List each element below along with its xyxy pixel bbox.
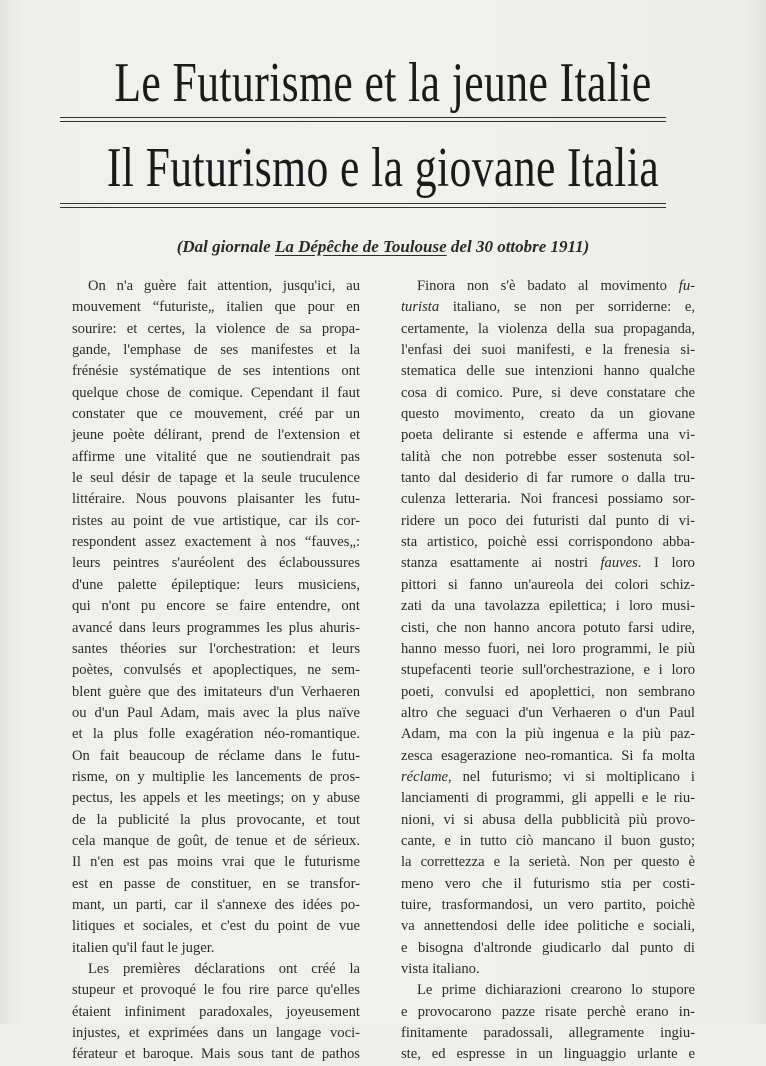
- text-line: [401, 1023, 695, 1044]
- text-line: [72, 1002, 360, 1023]
- text-segment: va annettendosi delle idee politiche e sociali,: [401, 918, 695, 935]
- text-line: [72, 724, 360, 745]
- text-segment: nioni, vi si abusa della pubblicità più provo-: [401, 811, 695, 828]
- text-line: [72, 639, 360, 660]
- text-line: [401, 425, 695, 446]
- text-line: [72, 874, 360, 895]
- text-line: [401, 767, 695, 788]
- text-segment: hanno messo fuori, nei loro programmi, le più: [401, 640, 695, 657]
- text-line: [72, 895, 360, 916]
- text-line: [72, 916, 360, 937]
- text-line: [401, 724, 695, 745]
- text-segment: leurs peintres s'auréolent des éclaboussures: [72, 555, 360, 572]
- text-segment: Il n'en est pas moins vrai que le futurisme: [72, 854, 360, 871]
- text-line: [401, 1002, 695, 1023]
- text-segment: lanciamenti di programmi, gli appelli e le riu-: [401, 790, 695, 807]
- text-segment: respondent assez exactement à nos “fauves„:: [72, 534, 360, 551]
- text-segment: stanza esattamente ai nostri: [401, 555, 601, 572]
- text-line: [72, 276, 360, 297]
- text-segment: italiano, se non per sorriderne: e,: [439, 299, 695, 316]
- text-line: [401, 319, 695, 340]
- text-line: [401, 938, 695, 959]
- text-line: [72, 383, 360, 404]
- text-line: [401, 618, 695, 639]
- text-line: [72, 425, 360, 446]
- text-segment: ste, ed espresse in un linguaggio urlante e: [401, 1046, 695, 1063]
- text-line: [72, 746, 360, 767]
- text-line: [401, 361, 695, 382]
- text-line: [401, 553, 695, 574]
- text-line: [72, 596, 360, 617]
- text-segment: et la plus folle exagération néo-romantique.: [72, 726, 360, 743]
- text-line: [401, 660, 695, 681]
- text-line: [401, 895, 695, 916]
- text-line: [72, 489, 360, 510]
- text-segment: zati da una tavolazza epilettica; i loro musi-: [401, 598, 695, 615]
- text-segment: Finora non s'è badato al movimento: [417, 278, 679, 294]
- text-line: [401, 682, 695, 703]
- text-segment: affirme une vitalité que ne soutiendrait pas: [72, 448, 360, 465]
- text-line: [401, 447, 695, 468]
- text-segment: mouvement “futuriste„ italien que pour en: [72, 299, 360, 316]
- text-segment: talità che non potrebbe esser sostenuta sol-: [401, 448, 695, 465]
- text-line: [72, 959, 360, 980]
- text-line: [72, 361, 360, 382]
- text-segment: stupeur et provoqué le fou rire parce qu'elles: [72, 982, 360, 999]
- text-segment: zesca esagerazione neo-romantica. Si fa molta: [401, 747, 695, 764]
- text-line: [72, 511, 360, 532]
- text-line: [401, 852, 695, 873]
- text-segment: quelque chose de comique. Cependant il faut: [72, 384, 360, 401]
- italian-column: [401, 276, 695, 1066]
- text-line: [72, 404, 360, 425]
- text-segment: ristes au point de vue artistique, car ils cor-: [72, 512, 360, 529]
- text-line: [401, 703, 695, 724]
- french-column: [72, 276, 360, 1066]
- text-line: [72, 682, 360, 703]
- text-line: [401, 1044, 695, 1065]
- text-segment: tuire, trasformandosi, un vero partito, poichè: [401, 896, 695, 913]
- text-segment: Adam, ma con la più ingenua e la più paz-: [401, 726, 695, 743]
- text-line: [401, 511, 695, 532]
- text-line: [401, 489, 695, 510]
- text-segment: d'une palette épileptique: leurs musiciens,: [72, 576, 360, 593]
- text-line: [401, 639, 695, 660]
- text-line: [72, 297, 360, 318]
- text-segment: férateur et baroque. Mais sous tant de pathos: [72, 1046, 360, 1063]
- newspaper-name: La Dépêche de Toulouse: [274, 237, 447, 256]
- text-segment: e bisogna d'altronde giudicarlo dal punto di: [401, 939, 695, 956]
- subtitle-date: del 30 ottobre 1911): [446, 237, 590, 256]
- text-segment: constater que ce mouvement, créé par un: [72, 406, 360, 423]
- text-segment: le seul désir de tapage et la seule truculence: [72, 470, 360, 487]
- text-segment: l'enfasi dei suoi manifesti, e la frenesia si-: [401, 342, 695, 359]
- text-segment: litiques et sociales, et c'est du point de vue: [72, 918, 360, 935]
- text-line: [401, 468, 695, 489]
- text-line: [401, 959, 695, 980]
- text-segment: est en passe de constituer, en se transfor-: [72, 875, 360, 892]
- text-segment: poeti, convulsi ed apoplettici, non sembrano: [401, 683, 695, 700]
- italic-text: fu-: [678, 278, 695, 294]
- text-line: [72, 660, 360, 681]
- text-line: [72, 575, 360, 596]
- text-line: [401, 788, 695, 809]
- text-line: [72, 553, 360, 574]
- text-line: [401, 874, 695, 895]
- text-line: [401, 916, 695, 937]
- italic-text: réclame: [401, 768, 449, 785]
- text-segment: injustes, et exprimées dans un langage voci-: [72, 1025, 360, 1042]
- text-segment: certamente, la violenza della sua propaganda,: [401, 320, 695, 337]
- text-segment: cisti, che non hanno ancora potuto farsi udire,: [401, 619, 695, 636]
- text-segment: altro che seguaci d'un Verhaeren o d'un Paul: [401, 704, 695, 721]
- text-segment: étaient infiniment paradoxales, joyeusement: [72, 1003, 360, 1020]
- text-segment: frénésie systématique de ses intentions ont: [72, 363, 360, 380]
- text-segment: vista italiano.: [401, 961, 480, 977]
- text-line: [401, 297, 695, 318]
- text-line: [401, 980, 695, 1001]
- title-french: Le Futurisme et la jeune Italie: [114, 52, 652, 114]
- text-segment: pittori si fanno un'aureola dei colori schiz-: [401, 576, 695, 593]
- text-line: [72, 831, 360, 852]
- text-line: [401, 532, 695, 553]
- title-rule: [60, 117, 666, 118]
- text-segment: . I loro: [637, 555, 695, 572]
- text-segment: finitamente paradossali, allegramente ingiu-: [401, 1025, 695, 1042]
- text-segment: mant, un parti, car il s'annexe des idées po-: [72, 896, 360, 913]
- text-segment: poètes, convulsés et apoplectiques, ne sem-: [72, 662, 360, 679]
- text-segment: On n'a guère fait attention, jusqu'ici, au: [88, 278, 360, 294]
- subtitle-prefix: (Dal giornale: [176, 237, 275, 256]
- text-line: [72, 852, 360, 873]
- text-line: [401, 746, 695, 767]
- text-segment: italien qu'il faut le juger.: [72, 939, 215, 956]
- text-line: [72, 810, 360, 831]
- text-line: [72, 980, 360, 1001]
- text-segment: blent guère que des imitateurs d'un Verhaeren: [72, 683, 360, 700]
- text-line: [401, 404, 695, 425]
- text-segment: de la publicité la plus provocante, et tout: [72, 811, 360, 828]
- text-line: [72, 447, 360, 468]
- text-line: [401, 810, 695, 831]
- text-segment: jeune poète délirant, prend de l'extension et: [72, 427, 360, 444]
- text-segment: questo movimento, creato da un giovane: [401, 406, 695, 423]
- text-line: [401, 383, 695, 404]
- text-line: [401, 276, 695, 297]
- text-line: [72, 1023, 360, 1044]
- title-rule: [60, 203, 666, 204]
- text-segment: cosa di comico. Pure, si deve constatare che: [401, 384, 695, 401]
- source-subtitle: [0, 237, 766, 257]
- text-segment: risme, on y multiplie les lancements de pros-: [72, 768, 360, 785]
- text-segment: pectus, les appels et les meetings; on y abuse: [72, 790, 360, 807]
- text-line: [401, 340, 695, 361]
- text-segment: Le prime dichiarazioni crearono lo stupore: [417, 982, 695, 999]
- text-segment: littéraire. Nous pouvons plaisanter les futu-: [72, 491, 360, 508]
- text-segment: sourire: et certes, la violence de sa propa-: [72, 320, 360, 337]
- text-line: [401, 831, 695, 852]
- text-segment: cante, e in tutto ciò mancano il buon gusto;: [401, 832, 695, 849]
- text-line: [72, 468, 360, 489]
- text-segment: On fait beaucoup de réclame dans le futu-: [72, 747, 360, 764]
- italic-text: fauves: [600, 555, 638, 572]
- text-segment: culenza letteraria. Noi francesi possiamo sor-: [401, 491, 695, 508]
- text-segment: avancé dans leurs programmes les plus ahuris-: [72, 619, 360, 636]
- text-segment: ridere un poco dei futuristi dal punto di vi-: [401, 512, 695, 529]
- text-segment: poeta delirante si estende e afferma una vi-: [401, 427, 695, 444]
- text-segment: ou d'un Paul Adam, mais avec la plus naïve: [72, 704, 360, 721]
- text-line: [401, 596, 695, 617]
- text-segment: e provocarono pazze risate perchè erano in-: [401, 1003, 695, 1020]
- title-italian: Il Futurismo e la giovane Italia: [106, 137, 660, 199]
- title-rule: [60, 207, 666, 208]
- text-segment: stupefacenti teorie sull'orchestrazione, e i loro: [401, 662, 695, 679]
- text-segment: cela manque de goût, de tenue et de sérieux.: [72, 832, 360, 849]
- text-segment: gande, l'emphase de ses manifestes et la: [72, 342, 360, 359]
- text-segment: la correttezza e la serietà. Non per questo è: [401, 854, 695, 871]
- text-line: [72, 788, 360, 809]
- italic-text: turista: [401, 299, 440, 316]
- text-line: [72, 532, 360, 553]
- text-segment: santes théories sur l'orchestration: et leurs: [72, 640, 360, 657]
- text-segment: meno vero che il futurismo stia per costi-: [401, 875, 695, 892]
- title-rule: [60, 121, 666, 122]
- text-line: [72, 1044, 360, 1065]
- text-line: [72, 938, 360, 959]
- text-line: [72, 767, 360, 788]
- text-segment: , nel futurismo; vi si moltiplicano i: [448, 768, 695, 785]
- text-line: [72, 703, 360, 724]
- text-line: [72, 340, 360, 361]
- text-line: [72, 618, 360, 639]
- text-segment: stematica delle sue intenzioni hanno qualche: [401, 363, 695, 380]
- text-segment: qui n'ont pu encore se faire entendre, ont: [72, 598, 360, 615]
- text-segment: sta artistico, poichè essi corrispondono abba-: [401, 534, 695, 551]
- text-segment: tanto dal desiderio di far rumore o dalla tru-: [401, 470, 695, 487]
- text-line: [401, 575, 695, 596]
- text-segment: Les premières déclarations ont créé la: [88, 961, 360, 977]
- text-line: [72, 319, 360, 340]
